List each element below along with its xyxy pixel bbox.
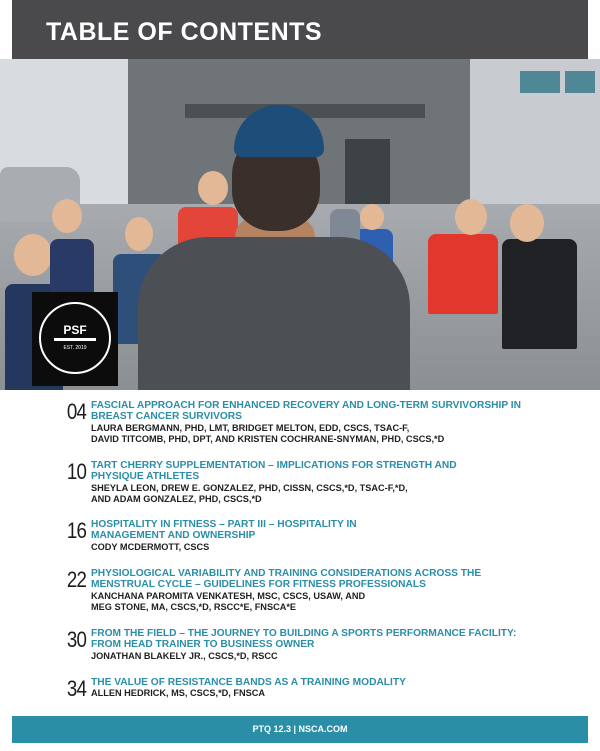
article-title-line[interactable]: FROM THE FIELD – THE JOURNEY TO BUILDING A SPORTS PERFORMANCE FACILITY: <box>91 628 517 639</box>
child-head <box>455 199 487 235</box>
article-title-line[interactable]: HOSPITALITY IN FITNESS – PART III – HOSPITALITY IN <box>91 519 357 530</box>
article-title-line[interactable]: MANAGEMENT AND OWNERSHIP <box>91 530 256 541</box>
article-title-line[interactable]: MENSTRUAL CYCLE – GUIDELINES FOR FITNESS PROFESSIONALS <box>91 579 426 590</box>
authors-line: DAVID TITCOMB, PHD, DPT, AND KRISTEN COCHRANE-SNYMAN, PHD, CSCS,*D <box>91 434 445 444</box>
logo-est-text: EST. 2019 <box>63 345 87 351</box>
page-number: 22 <box>66 567 86 592</box>
child-head <box>198 171 228 205</box>
man-back <box>138 237 410 390</box>
window <box>520 71 560 93</box>
page-number: 16 <box>66 518 86 543</box>
article-title-line[interactable]: PHYSIQUE ATHLETES <box>91 471 200 482</box>
psf-logo <box>32 292 118 386</box>
child-head <box>510 204 544 242</box>
authors-line: MEG STONE, MA, CSCS,*D, RSCC*E, FNSCA*E <box>91 602 297 612</box>
article-title-line[interactable]: FASCIAL APPROACH FOR ENHANCED RECOVERY AND LONG-TERM SURVIVORSHIP IN <box>91 400 521 411</box>
page-title: TABLE OF CONTENTS <box>46 18 323 46</box>
child-head <box>360 204 384 230</box>
child-figure <box>502 239 577 349</box>
authors-line: LAURA BERGMANN, PHD, LMT, BRIDGET MELTON, EDD, CSCS, TSAC-F, <box>91 423 410 433</box>
article-title-line[interactable]: FROM HEAD TRAINER TO BUSINESS OWNER <box>91 639 315 650</box>
authors-line: JONATHAN BLAKELY JR., CSCS,*D, RSCC <box>91 651 278 661</box>
footer-band <box>12 716 588 743</box>
door <box>345 139 390 204</box>
child-head <box>14 234 52 276</box>
footer-text[interactable]: PTQ 12.3 | NSCA.COM <box>252 724 348 734</box>
authors-line: AND ADAM GONZALEZ, PHD, CSCS,*D <box>91 494 262 504</box>
header-band <box>12 0 588 59</box>
page-number: 10 <box>66 459 86 484</box>
authors-line: CODY MCDERMOTT, CSCS <box>91 542 210 552</box>
page-number: 30 <box>66 627 86 652</box>
logo-center-text: PSF <box>63 323 87 337</box>
authors-line: SHEYLA LEON, DREW E. GONZALEZ, PHD, CISSN, CSCS,*D, TSAC-F,*D, <box>91 483 408 493</box>
article-title-line[interactable]: PHYSIOLOGICAL VARIABILITY AND TRAINING CONSIDERATIONS ACROSS THE <box>91 568 482 579</box>
child-head <box>125 217 153 251</box>
authors-line: KANCHANA PAROMITA VENKATESH, MSC, CSCS, USAW, AND <box>91 591 366 601</box>
window <box>565 71 595 93</box>
article-title-line[interactable]: BREAST CANCER SURVIVORS <box>91 411 242 422</box>
child-head <box>52 199 82 233</box>
page-number: 34 <box>66 676 86 701</box>
article-title-line[interactable]: THE VALUE OF RESISTANCE BANDS AS A TRAINING MODALITY <box>91 677 406 688</box>
barbell-icon <box>54 338 96 341</box>
child-figure <box>428 234 498 314</box>
article-title-line[interactable]: TART CHERRY SUPPLEMENTATION – IMPLICATIONS FOR STRENGTH AND <box>91 460 457 471</box>
authors-line: ALLEN HEDRICK, MS, CSCS,*D, FNSCA <box>91 688 266 698</box>
page-number: 04 <box>66 399 86 424</box>
